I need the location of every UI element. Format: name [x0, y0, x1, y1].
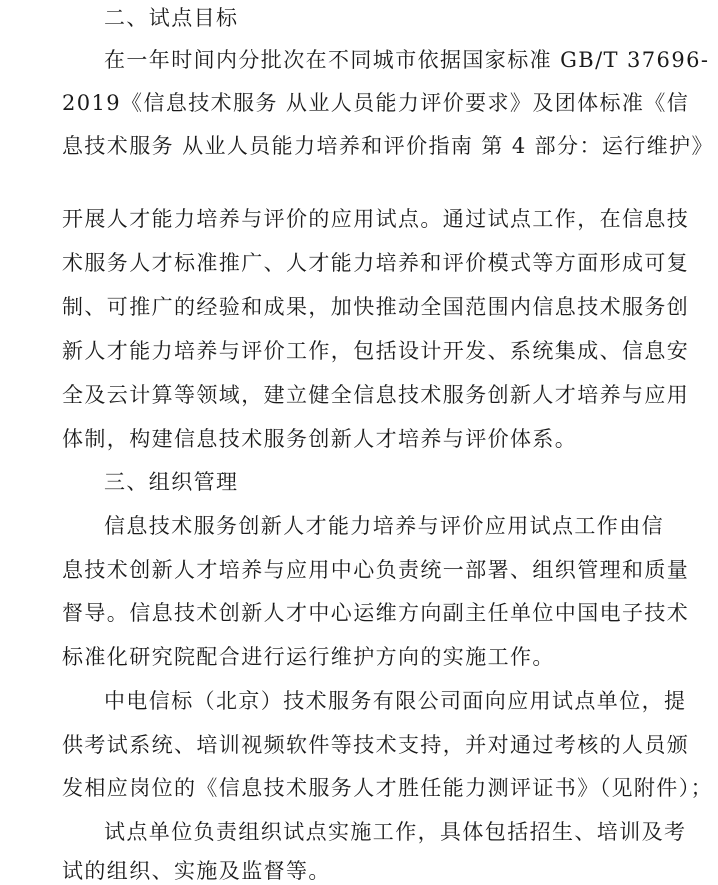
- paragraph-line: 术服务人才标准推广、人才能力培养和评价模式等方面形成可复: [62, 251, 690, 275]
- paragraph-line: 试的组织、实施及监督等。: [62, 859, 331, 883]
- section-2-heading: 二、试点目标: [104, 6, 239, 30]
- paragraph-line: 试点单位负责组织试点实施工作，具体包括招生、培训及考: [104, 820, 687, 844]
- paragraph-line: 督导。信息技术创新人才中心运维方向副主任单位中国电子技术: [62, 601, 690, 625]
- paragraph-line: 信息技术服务创新人才能力培养与评价应用试点工作由信: [104, 514, 664, 538]
- paragraph-line: 体制，构建信息技术服务创新人才培养与评价体系。: [62, 427, 578, 451]
- paragraph-line: 新人才能力培养与评价工作，包括设计开发、系统集成、信息安: [62, 339, 690, 363]
- paragraph-line: 2019《信息技术服务 从业人员能力评价要求》及团体标准《信: [62, 91, 690, 115]
- section-3-heading: 三、组织管理: [104, 470, 239, 494]
- paragraph-line: 息技术创新人才培养与应用中心负责统一部署、组织管理和质量: [62, 558, 690, 582]
- paragraph-line: 在一年时间内分批次在不同城市依据国家标准 GB/T 37696-: [104, 48, 710, 72]
- paragraph-line: 发相应岗位的《信息技术服务人才胜任能力测评证书》（见附件）；: [62, 776, 713, 800]
- paragraph-line: 供考试系统、培训视频软件等技术支持，并对通过考核的人员颁: [62, 733, 690, 757]
- paragraph-line: 制、可推广的经验和成果，加快推动全国范围内信息技术服务创: [62, 295, 690, 319]
- paragraph-line: 标准化研究院配合进行运行维护方向的实施工作。: [62, 645, 555, 669]
- paragraph-line: 中电信标（北京）技术服务有限公司面向应用试点单位，提: [104, 689, 687, 713]
- paragraph-line: 息技术服务 从业人员能力培养和评价指南 第 4 部分：运行维护》: [62, 134, 714, 158]
- paragraph-line: 全及云计算等领域，建立健全信息技术服务创新人才培养与应用: [62, 383, 690, 407]
- paragraph-line: 开展人才能力培养与评价的应用试点。通过试点工作，在信息技: [62, 207, 690, 231]
